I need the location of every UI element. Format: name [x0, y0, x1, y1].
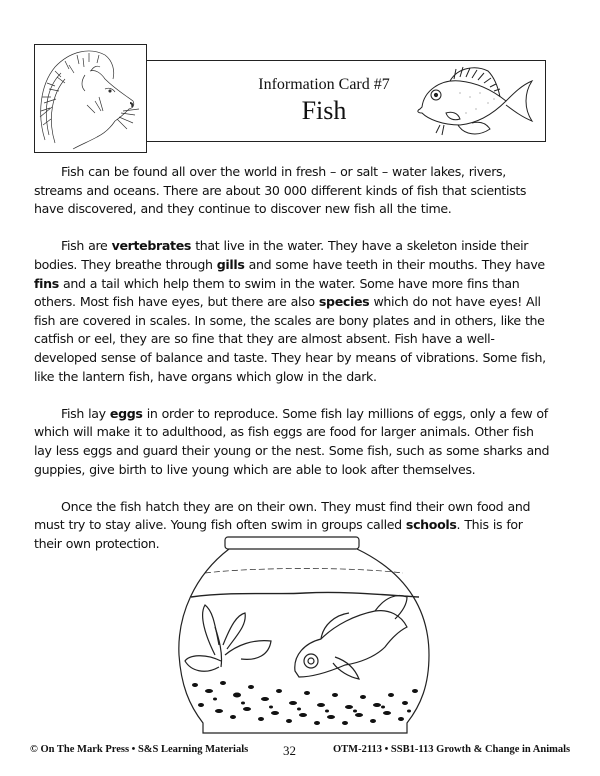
text-segment: in order to reproduce. Some fish lay millions of eggs, only a few of which will make it to adulthood, as fish eggs are food for larger animals. Other fish lay less eggs and guard their young or the nest. Some fish, such as some sharks and guppies, give birth to live young which are able to look after themselves. [34, 405, 550, 477]
page-number: 32 [283, 743, 296, 758]
vocab-term-vertebrates: vertebrates [111, 238, 192, 254]
footer-product-code: OTM-2113 • SSB1-113 Growth & Change in Animals [333, 744, 571, 755]
text-segment: Fish lay [61, 405, 110, 421]
fishbowl-illustration [175, 535, 435, 740]
card-title: Fish [301, 96, 347, 125]
text-segment: which do not have eyes! All fish are covered in scales. In some, the scales are bony plates and in others, like the catfish or eel, they are so fine that they are almost absent. Fish have a well-developed sense of balance and taste. They hear by means of vibrations. Some fish, like the lantern fish, have organs which glow in the dark. [34, 294, 546, 384]
tropical-fish-icon [410, 63, 540, 139]
text-segment: and a tail which help them to swim in the water. Some have more fins than others. Most fish have eyes, but there are also [34, 275, 520, 310]
article-body [34, 163, 554, 572]
vocab-term-eggs: eggs [109, 405, 143, 421]
text-segment: . This is for their own protection. [34, 517, 523, 551]
lion-head-icon [35, 45, 146, 152]
text-segment: Fish are [61, 238, 112, 254]
paragraph-1 [34, 163, 554, 219]
title-banner [146, 60, 546, 142]
lion-illustration-frame [34, 44, 147, 153]
vocab-term-fins: fins [34, 275, 59, 291]
paragraph-3 [34, 405, 554, 479]
vocab-term-gills: gills [216, 256, 245, 272]
card-subtitle: Information Card #7 [258, 76, 390, 93]
text-segment: that live in the water. They have a skeleton inside their bodies. They breathe through [34, 238, 529, 272]
vocab-term-species: species [318, 294, 370, 310]
text-segment: Fish can be found all over the world in fresh – or salt – water lakes, rivers, streams and oceans. There are about 30 000 different kinds of fish that scientists have discovered, and they continue to discover new fish all the time. [34, 164, 527, 217]
footer-publisher: © On The Mark Press • S&S Learning Materials [30, 744, 249, 755]
text-segment: Once the fish hatch they are on their own. They must find their own food and must try to stay alive. Young fish often swim in groups called [34, 498, 531, 533]
vocab-term-schools: schools [405, 517, 457, 533]
text-segment: and some have teeth in their mouths. They have [244, 256, 545, 272]
paragraph-2 [34, 237, 554, 386]
